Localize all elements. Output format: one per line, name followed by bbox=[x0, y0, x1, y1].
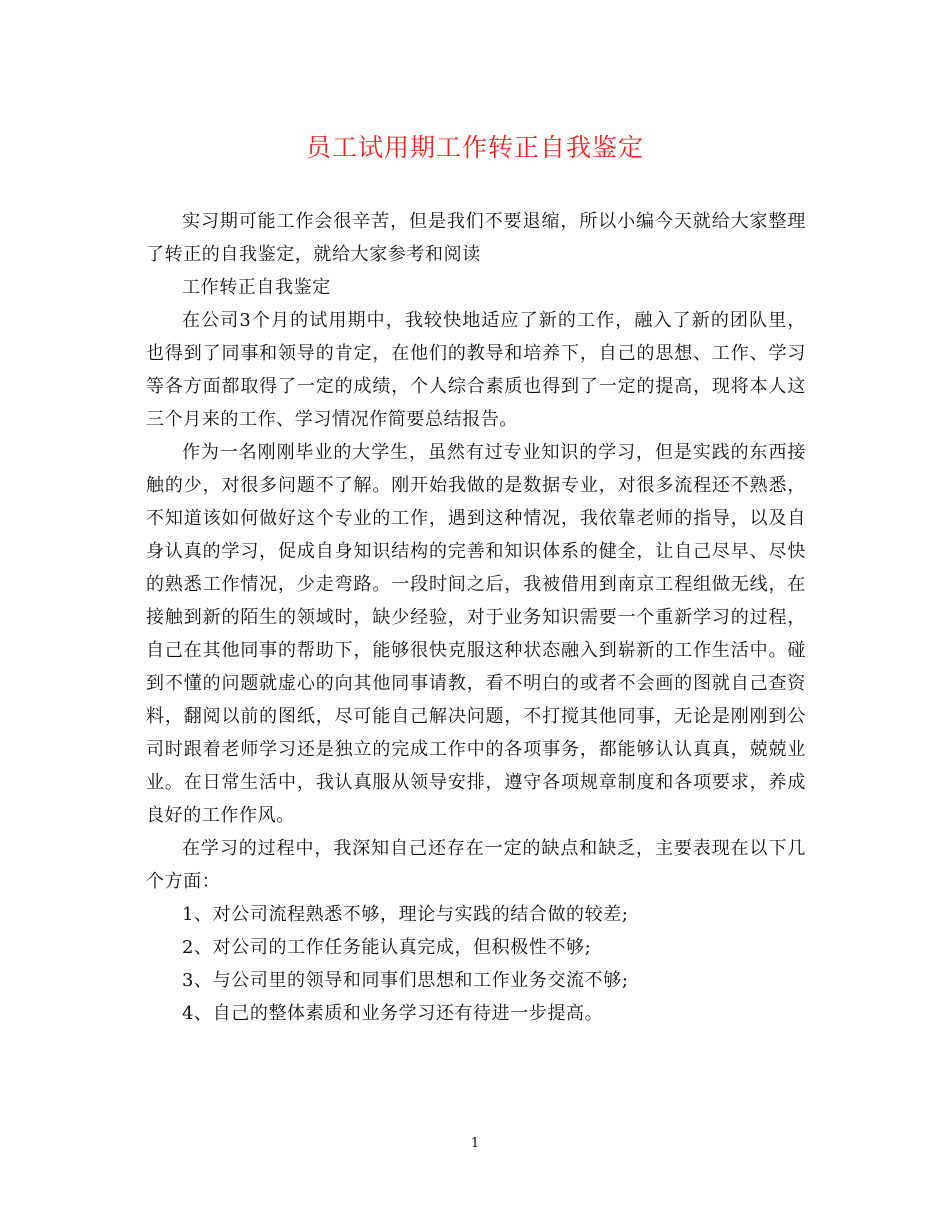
intro-paragraph: 实习期可能工作会很辛苦，但是我们不要退缩，所以小编今天就给大家整理了转正的自我鉴定，就给大家参考和阅读 bbox=[146, 211, 806, 265]
list-item: 4、自己的整体素质和业务学习还有待进一步提高。 bbox=[182, 1003, 604, 1024]
body-paragraph: 在公司3个月的试用期中，我较快地适应了新的工作，融入了新的团队里，也得到了同事和领导的肯定，在他们的教导和培养下，自己的思想、工作、学习等各方面都取得了一定的成绩，个人综合素质也得到了一定的提高，现将本人这三个月来的工作、学习情况作简要总结报告。 bbox=[146, 310, 806, 430]
page-number: 1 bbox=[470, 1136, 480, 1151]
document-title: 员工试用期工作转正自我鉴定 bbox=[305, 133, 644, 162]
body-paragraph: 作为一名刚刚毕业的大学生，虽然有过专业知识的学习，但是实践的东西接触的少，对很多问题不了解。刚开始我做的是数据专业，对很多流程还不熟悉，不知道该如何做好这个专业的工作，遇到这种情况，我依靠老师的指导，以及自身认真的学习，促成自身知识结构的完善和知识体系的健全，让自己尽早、尽快的熟悉工作情况，少走弯路。一段时间之后，我被借用到南京工程组做无线，在接触到新的陌生的领域时，缺少经验，对于业务知识需要一个重新学习的过程，自己在其他同事的帮助下，能够很快克服这种状态融入到崭新的工作生活中。碰到不懂的问题就虚心的向其他同事请教，看不明白的或者不会画的图就自己查资料，翻阅以前的图纸，尽可能自己解决问题，不打搅其他同事，无论是刚刚到公司时跟着老师学习还是独立的完成工作中的各项事务，都能够认认真真，兢兢业业。在日常生活中，我认真服从领导安排，遵守各项规章制度和各项要求，养成良好的工作作风。 bbox=[146, 442, 806, 826]
list-item: 3、与公司里的领导和同事们思想和工作业务交流不够; bbox=[182, 970, 629, 991]
list-item: 1、对公司流程熟悉不够，理论与实践的结合做的较差; bbox=[182, 904, 629, 925]
body-paragraph: 在学习的过程中，我深知自己还存在一定的缺点和缺乏，主要表现在以下几个方面： bbox=[146, 838, 806, 892]
section-heading: 工作转正自我鉴定 bbox=[182, 277, 331, 298]
document-body bbox=[146, 205, 806, 1030]
list-item: 2、对公司的工作任务能认真完成，但积极性不够; bbox=[182, 937, 592, 958]
